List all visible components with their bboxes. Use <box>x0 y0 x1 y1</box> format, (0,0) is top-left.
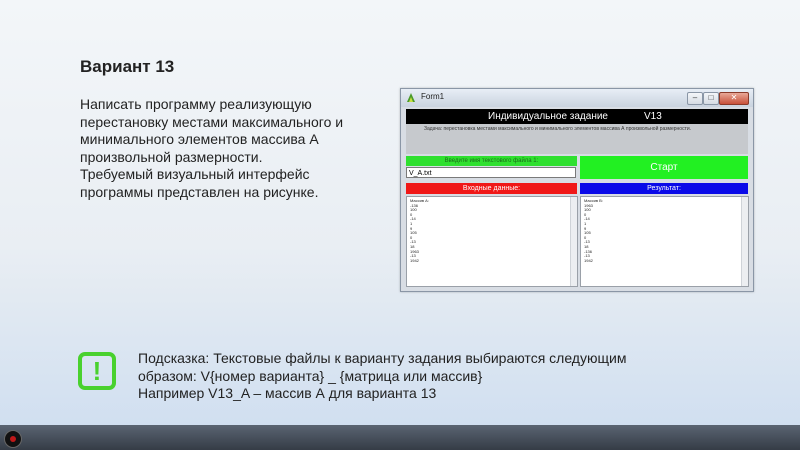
memo-line: 100 <box>410 207 417 213</box>
input-label: Входные данные: <box>406 183 577 194</box>
memo-line: -13 <box>584 253 590 259</box>
memo-line: 105 <box>410 230 417 236</box>
memo-line: 1963 <box>584 202 593 208</box>
hint-line: Подсказка: Текстовые файлы к варианту задания выбираются следующим <box>138 350 627 366</box>
input-memo[interactable] <box>406 196 578 287</box>
memo-line: -14 <box>584 216 590 222</box>
memo-line: 105 <box>584 230 591 236</box>
hint-text <box>138 350 698 403</box>
app-icon <box>405 92 417 104</box>
slide-body <box>80 96 380 201</box>
app-window <box>400 88 754 292</box>
slide-title: Вариант 13 <box>80 57 175 76</box>
logo-icon <box>4 430 22 448</box>
variant-label: V13 <box>644 111 662 122</box>
body-line: Написать программу реализующую <box>80 96 312 112</box>
memo-line: 18 <box>410 243 415 249</box>
memo-line: 1 <box>410 220 413 226</box>
memo-line: 18 <box>584 243 589 249</box>
exclamation-icon: ! <box>78 352 116 390</box>
memo-line: -14 <box>410 216 416 222</box>
task-header <box>406 109 748 124</box>
filename-input[interactable]: V_A.txt <box>406 167 576 178</box>
body-line: минимального элементов массива А <box>80 131 319 147</box>
memo-line: 0 <box>584 234 587 240</box>
memo-line: -13 <box>584 239 590 245</box>
memo-line: Массив A: <box>410 198 429 203</box>
body-line: перестановку местами максимального и <box>80 113 344 130</box>
file-label: Введите имя текстового файла 1: <box>406 156 577 166</box>
input-scrollbar[interactable] <box>570 197 577 286</box>
hint-line: Например V13_A – массив А для варианта 13 <box>138 385 437 401</box>
memo-line: 1 <box>584 220 587 226</box>
memo-line: 1942 <box>410 257 419 263</box>
memo-line: -13 <box>410 253 416 259</box>
window-titlebar[interactable] <box>401 89 753 107</box>
memo-line: Массив B: <box>584 198 603 203</box>
output-label: Результат: <box>580 183 748 194</box>
footer-bar <box>0 425 800 450</box>
memo-line: 1963 <box>410 248 419 254</box>
memo-line: 0 <box>410 234 413 240</box>
body-line: программы представлен на рисунке. <box>80 183 319 200</box>
body-line: произвольной размерности. <box>80 148 263 165</box>
task-text: Задача: перестановка местами максимального и минимального элементов массива А произвольной размерности. <box>424 126 692 132</box>
memo-line: 0 <box>584 211 587 217</box>
memo-line: 9 <box>584 225 587 231</box>
memo-line: 1942 <box>584 257 593 263</box>
memo-line: 100 <box>584 207 591 213</box>
output-scrollbar[interactable] <box>741 197 748 286</box>
output-memo[interactable] <box>580 196 749 287</box>
memo-line: -136 <box>410 202 419 208</box>
minimize-button[interactable]: – <box>687 92 703 105</box>
close-button[interactable]: ✕ <box>719 92 749 105</box>
body-line: Требуемый визуальный интерфейс <box>80 166 310 182</box>
start-button[interactable]: Старт <box>580 156 748 179</box>
memo-line: 0 <box>410 211 413 217</box>
window-title: Form1 <box>421 92 445 101</box>
header-title: Индивидуальное задание <box>488 111 608 122</box>
memo-line: -136 <box>584 248 593 254</box>
task-description <box>406 124 748 154</box>
maximize-button[interactable]: □ <box>703 92 719 105</box>
hint-line: образом: V{номер варианта} _ {матрица или массив} <box>138 367 483 384</box>
memo-line: 9 <box>410 225 413 231</box>
memo-line: -13 <box>410 239 416 245</box>
